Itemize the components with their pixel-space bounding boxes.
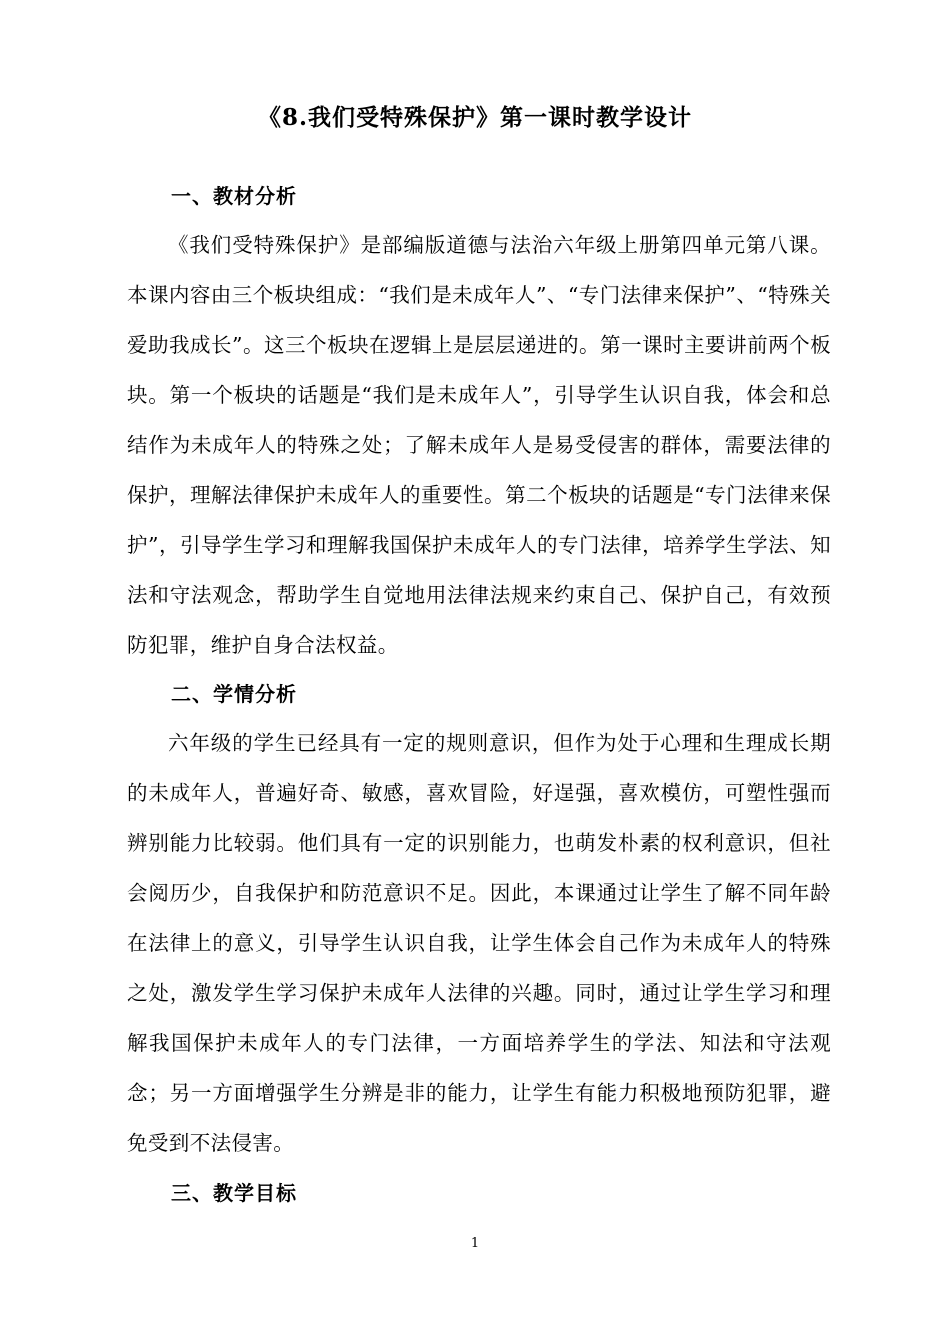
section-heading-student-analysis: 二、学情分析 [171,682,297,706]
section-paragraph-textbook-analysis: 《我们受特殊保护》是部编版道德与法治六年级上册第四单元第八课。本课内容由三个板块组成：“我们是未成年人”、“专门法律来保护”、“特殊关爱助我成长”。这三个板块在逻辑上是层层递进的。第一课时主要讲前两个板块。第一个板块的话题是“我们是未成年人”，引导学生认识自我，体会和总结作为未成年人的特殊之处；了解未成年人是易受侵害的群体，需要法律的保护，理解法律保护未成年人的重要性。第二个板块的话题是“专门法律来保护”，引导学生学习和理解我国保护未成年人的专门法律，培养学生学法、知法和守法观念，帮助学生自觉地用法律法规来约束自己、保护自己，有效预防犯罪，维护自身合法权益。 [127,233,831,657]
document-title: 《8.我们受特殊保护》第一课时教学设计 [257,104,692,131]
section-heading-textbook-analysis: 一、教材分析 [171,184,297,208]
page-number: 1 [470,1236,480,1251]
section-paragraph-student-analysis: 六年级的学生已经具有一定的规则意识，但作为处于心理和生理成长期的未成年人，普遍好奇、敏感，喜欢冒险，好逞强，喜欢模仿，可塑性强而辨别能力比较弱。他们具有一定的识别能力，也萌发朴素的权利意识，但社会阅历少，自我保护和防范意识不足。因此，本课通过让学生了解不同年龄在法律上的意义，引导学生认识自我，让学生体会自己作为未成年人的特殊之处，激发学生学习保护未成年人法律的兴趣。同时，通过让学生学习和理解我国保护未成年人的专门法律，一方面培养学生的学法、知法和守法观念；另一方面增强学生分辨是非的能力，让学生有能力积极地预防犯罪，避免受到不法侵害。 [127,731,831,1155]
section-heading-teaching-objectives: 三、教学目标 [171,1181,297,1205]
